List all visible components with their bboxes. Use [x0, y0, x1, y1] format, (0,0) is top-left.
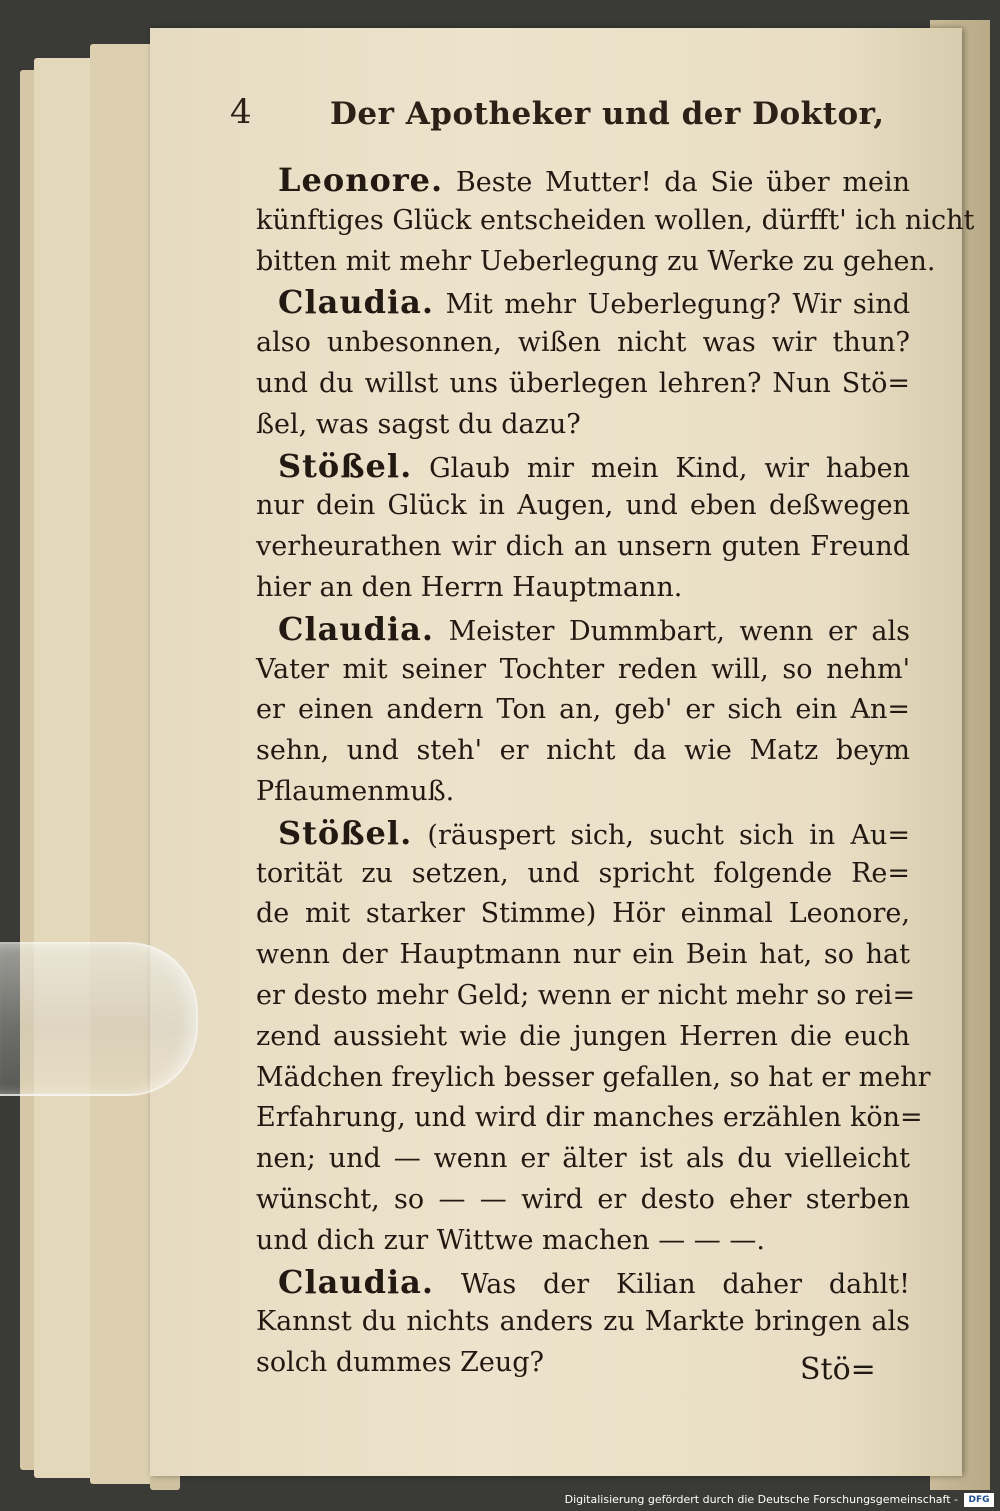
- catchword: Stö=: [800, 1352, 876, 1387]
- line-text: Beste Mutter! da Sie über mein: [455, 167, 910, 198]
- line-text: sehn, und steh' er nicht da wie Matz beym: [256, 735, 910, 767]
- line-text: torität zu setzen, und spricht folgende Re=: [256, 857, 910, 889]
- line-text: Was der Kilian daher dahlt!: [460, 1268, 910, 1300]
- page-number: 4: [230, 92, 252, 132]
- line-text: Meister Dummbart, wenn er als: [448, 615, 910, 647]
- speaker-name: Stößel.: [278, 446, 413, 485]
- text-line: [256, 1221, 910, 1262]
- text-line: [256, 690, 910, 731]
- text-line: [256, 364, 910, 405]
- line-text: hier an den Herrn Hauptmann.: [256, 571, 683, 603]
- dialogue-paragraph: [256, 609, 910, 813]
- text-line: [256, 405, 910, 446]
- line-text: er desto mehr Geld; wenn er nicht mehr so rei=: [256, 979, 916, 1011]
- line-text: verheurathen wir dich an unsern guten Freund: [256, 531, 910, 563]
- text-line: [256, 242, 936, 283]
- digitization-credit: Digitalisierung gefördert durch die Deutsche Forschungsgemeinschaft -: [564, 1493, 958, 1506]
- running-title: Der Apotheker und der Doktor,: [330, 96, 885, 132]
- dialogue-paragraph: [256, 160, 975, 282]
- line-text: nen; und — wenn er älter ist als du vielleicht: [256, 1143, 910, 1175]
- speaker-name: Claudia.: [278, 283, 435, 322]
- line-text: Kannst du nichts anders zu Markte bringen als: [256, 1306, 910, 1338]
- line-text: und dich zur Wittwe machen — — —.: [256, 1224, 765, 1256]
- text-line: [256, 894, 910, 935]
- line-text: Pflaumenmuß.: [256, 775, 455, 807]
- line-text: und du willst uns überlegen lehren? Nun Stö=: [256, 367, 910, 399]
- text-line: [256, 1302, 910, 1343]
- text-line: [256, 935, 910, 976]
- text-line: [256, 609, 910, 650]
- text-line: [256, 772, 910, 813]
- text-line: [256, 1058, 931, 1099]
- text-line: [256, 201, 975, 242]
- text-line: [256, 813, 910, 854]
- line-text: er einen andern Ton an, geb' er sich ein An=: [256, 694, 910, 726]
- dialogue-paragraph: [256, 446, 910, 609]
- line-text: Mit mehr Ueberlegung? Wir sind: [445, 289, 910, 321]
- dfg-logo: DFG: [964, 1493, 994, 1507]
- text-line: [256, 568, 910, 609]
- line-text: Mädchen freylich besser gefallen, so hat er mehr: [256, 1061, 931, 1093]
- speaker-name: Claudia.: [278, 1262, 435, 1301]
- text-line: [256, 650, 910, 691]
- dialogue-paragraph: [256, 813, 931, 1262]
- line-text: de mit starker Stimme) Hör einmal Leonore,: [256, 898, 910, 930]
- page-header: [230, 88, 885, 138]
- speaker-name: Leonore.: [278, 161, 444, 199]
- text-line: [256, 486, 910, 527]
- text-line: [256, 527, 910, 568]
- line-text: wünscht, so — — wird er desto eher sterben: [256, 1183, 910, 1215]
- line-text: (räuspert sich, sucht sich in Au=: [427, 819, 910, 851]
- page-body: [256, 160, 975, 1384]
- line-text: Erfahrung, und wird dir manches erzählen kön=: [256, 1102, 923, 1134]
- line-text: also unbesonnen, wißen nicht was wir thun?: [256, 327, 910, 359]
- text-line: [256, 854, 910, 895]
- glass-page-holder: [0, 942, 198, 1096]
- line-text: ßel, was sagst du dazu?: [256, 408, 581, 440]
- text-line: [256, 446, 910, 487]
- text-line: [256, 282, 910, 323]
- text-line: [256, 323, 910, 364]
- text-line: [256, 1098, 923, 1139]
- text-line: [256, 976, 916, 1017]
- line-text: Vater mit seiner Tochter reden will, so nehm': [256, 653, 910, 685]
- line-text: wenn der Hauptmann nur ein Bein hat, so hat: [256, 939, 910, 971]
- line-text: bitten mit mehr Ueberlegung zu Werke zu gehen.: [256, 245, 936, 277]
- line-text: zend aussieht wie die jungen Herren die euch: [256, 1020, 910, 1052]
- line-text: nur dein Glück in Augen, und eben deßwegen: [256, 490, 910, 522]
- speaker-name: Stößel.: [278, 813, 413, 852]
- dialogue-paragraph: [256, 282, 910, 445]
- text-line: [256, 1262, 910, 1303]
- line-text: künftiges Glück entscheiden wollen, dürfft' ich nicht: [256, 204, 975, 236]
- text-line: [256, 1017, 910, 1058]
- speaker-name: Claudia.: [278, 609, 435, 648]
- text-line: [256, 160, 910, 201]
- text-line: [256, 731, 910, 772]
- line-text: Glaub mir mein Kind, wir haben: [429, 452, 910, 484]
- line-text: solch dummes Zeug?: [256, 1347, 545, 1379]
- text-line: [256, 1180, 910, 1221]
- text-line: [256, 1139, 910, 1180]
